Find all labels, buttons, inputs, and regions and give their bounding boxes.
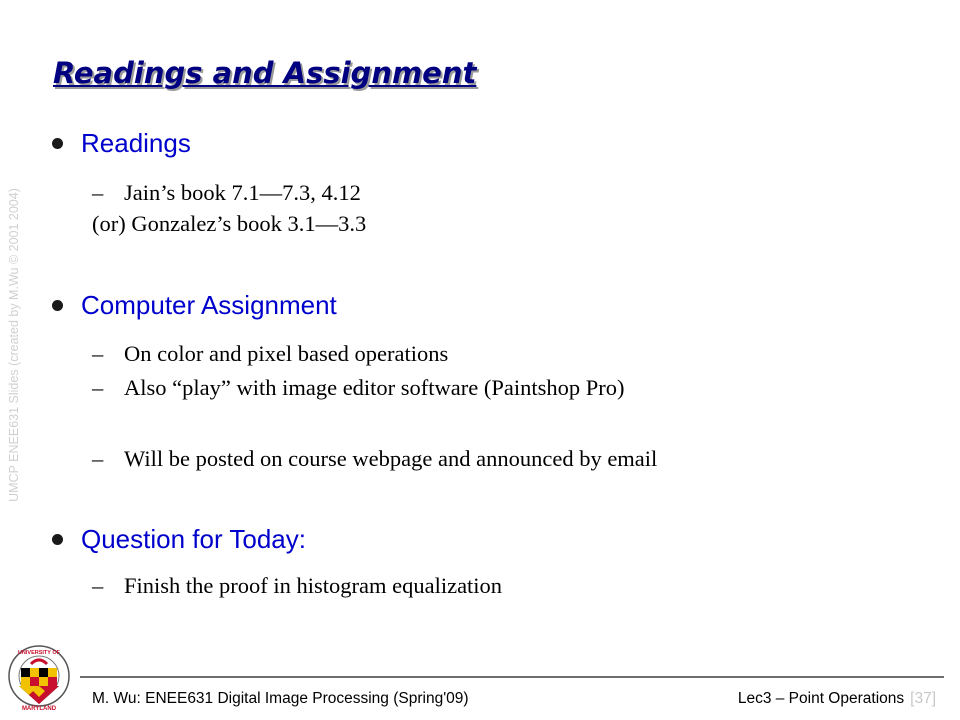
university-of-maryland-seal-icon xyxy=(7,644,71,712)
dash-marker: – xyxy=(92,180,104,205)
footer-divider xyxy=(80,676,944,678)
reading-line-1: Jain’s book 7.1—7.3, 4.12 xyxy=(124,180,361,205)
assignment-item: On color and pixel based operations xyxy=(124,341,449,366)
dash-marker: – xyxy=(92,375,104,400)
bullet-readings xyxy=(52,128,191,159)
bullet-dot-icon xyxy=(52,138,63,149)
bullet-label: Readings xyxy=(81,128,191,158)
watermark-text: UMCP ENEE631 Slides (created by M.Wu © 2001 2004) xyxy=(6,188,21,502)
bullet-label: Computer Assignment xyxy=(81,290,337,320)
footer-lecture-title: Lec3 – Point Operations xyxy=(737,690,905,707)
page-number: [37] xyxy=(910,690,936,707)
slide-title: Readings and Assignment xyxy=(53,56,477,90)
footer-lecture xyxy=(738,690,936,708)
assignment-item: Will be posted on course webpage and announced by email xyxy=(124,446,658,471)
svg-text:UNIVERSITY OF: UNIVERSITY OF xyxy=(17,650,61,656)
bullet-dot-icon xyxy=(52,300,63,311)
svg-text:MARYLAND: MARYLAND xyxy=(21,706,57,712)
question-text: Finish the proof in histogram equalization xyxy=(124,573,503,598)
assignment-item: Also “play” with image editor software (Paintshop Pro) xyxy=(124,375,625,400)
bullet-computer-assignment xyxy=(52,290,337,321)
footer-course: M. Wu: ENEE631 Digital Image Processing (Spring'09) xyxy=(92,690,469,707)
reading-line-2: (or) Gonzalez’s book 3.1—3.3 xyxy=(92,211,367,236)
side-watermark xyxy=(2,145,25,545)
bullet-dot-icon xyxy=(52,534,63,545)
dash-marker: – xyxy=(92,573,104,598)
bullet-label: Question for Today: xyxy=(81,524,306,554)
bullet-question xyxy=(52,524,306,555)
dash-marker: – xyxy=(92,446,104,471)
dash-marker: – xyxy=(92,341,104,366)
